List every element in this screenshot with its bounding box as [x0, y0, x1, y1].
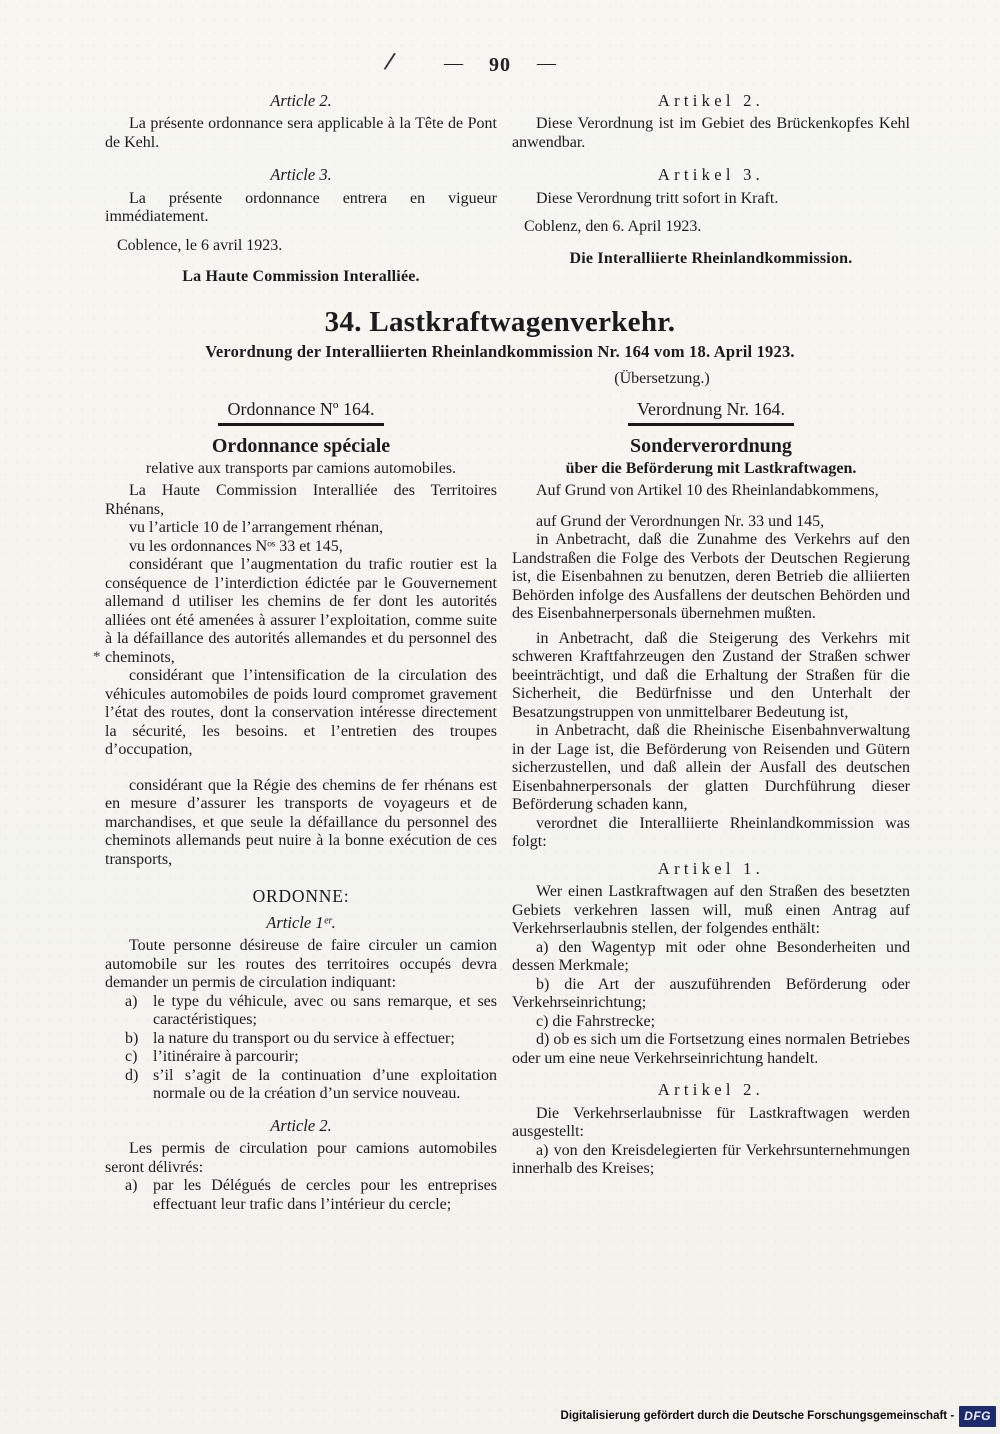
- french-preamble-paragraph: considérant que la Régie des chemins de fer rhénans est en mesure d’assurer les transports de voyageurs et de marchandises, et que seule la défaillance du personnel des cheminots allemands peut nuire à la bonne exécution de ces transports,: [105, 776, 497, 868]
- list-item-marker: a): [125, 1177, 138, 1194]
- list-item-marker: a): [125, 992, 138, 1010]
- french-article-2-heading: Article 2.: [270, 90, 332, 110]
- german-preamble-paragraph: in Anbetracht, daß die Zunahme des Verkehrs auf den Landstraßen die Folge des Verbots der Deutschen Regierung ist, die Eisenbahnen zu benutzen, deren Betrieb die alliierten Behörden infolge des Ausfallens der deutschen Behörden und des Eisenbahnerpersonals übernehmen mußten.: [512, 531, 910, 622]
- ordinance-section-title: 34. Lastkraftwagenverkehr.: [324, 305, 676, 338]
- french-preamble-paragraph: La Haute Commission Interalliée des Territoires Rhénans,: [105, 482, 497, 518]
- ordinance-section-subtitle: Verordnung der Interalliierten Rheinlandkommission Nr. 164 vom 18. April 1923.: [205, 342, 795, 361]
- german-ordinance-title: Sonderverordnung: [630, 434, 792, 457]
- german-article-1-intro: Wer einen Lastkraftwagen auf den Straßen des besetzten Gebiets verkehren lassen will, muß einen Antrag auf Verkehrserlaubnis stellen, der folgendes enthält:: [512, 883, 910, 937]
- french-preamble-paragraph: considérant que l’augmentation du trafic routier est la conséquence de l’interdiction édictée par le Gouvernement allemand d utiliser les chemins de fer dont les autorités alliées ont été amenées à assurer l’exploitation, comme suite à la défaillance des autorités allemandes et du personnel des cheminots,: [105, 556, 497, 666]
- german-list-item-d: d) ob es sich um die Fortsetzung eines normalen Betriebes oder um eine neue Verkehrseinrichtung handelt.: [512, 1031, 910, 1067]
- translation-note: (Übersetzung.): [614, 369, 710, 387]
- digitization-credit-footer: [561, 1406, 996, 1428]
- french-ordonne-heading: ORDONNE:: [252, 886, 350, 906]
- handwritten-pen-mark: /: [382, 45, 398, 77]
- french-dateline: Coblence, le 6 avril 1923.: [117, 236, 283, 254]
- german-preamble-paragraph: auf Grund der Verordnungen Nr. 33 und 145,: [536, 512, 825, 530]
- german-list-item-a2: a) von den Kreisdelegierten für Verkehrsunternehmungen innerhalb des Kreises;: [512, 1141, 910, 1177]
- french-article-1-heading: Article 1ᵉʳ.: [266, 912, 336, 932]
- list-item-text: par les Délégués de cercles pour les entreprises effectuant leur trafic dans l’intérieur du cercle;: [153, 1177, 497, 1213]
- german-article-2-body: Diese Verordnung ist im Gebiet des Brückenkopfes Kehl anwendbar.: [512, 115, 910, 151]
- french-doc-number-text: Ordonnance Nº 164.: [218, 400, 383, 426]
- french-list-item-d: [125, 1067, 497, 1104]
- french-preamble-paragraph: vu l’article 10 de l’arrangement rhénan,: [129, 519, 384, 536]
- german-article-2-heading: Artikel 2.: [657, 90, 765, 110]
- german-doc-number-text: Verordnung Nr. 164.: [628, 400, 794, 426]
- list-item-marker: d): [125, 1066, 139, 1084]
- french-signature: La Haute Commission Interalliée.: [182, 268, 420, 285]
- german-column-top: [512, 92, 910, 269]
- german-article-3-body: Diese Verordnung tritt sofort in Kraft.: [536, 189, 779, 207]
- margin-asterisk-mark: *: [93, 649, 101, 665]
- german-ordinance-subtitle: über die Beförderung mit Lastkraftwagen.: [565, 459, 857, 477]
- page-number-dash-right: —: [537, 53, 556, 74]
- list-item-marker: c): [125, 1048, 138, 1065]
- french-article-2-body: La présente ordonnance sera applicable à la Tête de Pont de Kehl.: [105, 115, 497, 151]
- german-dateline: Coblenz, den 6. April 1923.: [524, 218, 702, 235]
- french-ordinance-title: Ordonnance spéciale: [211, 434, 391, 457]
- dfg-logo: DFG: [959, 1406, 996, 1428]
- french-ordinance-subtitle: relative aux transports par camions automobiles.: [145, 459, 457, 477]
- ordinance-columns: [0, 394, 1000, 1214]
- german-article-2-heading-164: Artikel 2.: [657, 1080, 765, 1099]
- german-article-1-heading: Artikel 1.: [657, 858, 765, 878]
- german-doc-number: [512, 400, 910, 426]
- digitization-credit-text: Digitalisierung gefördert durch die Deutsche Forschungsgemeinschaft -: [560, 1410, 955, 1422]
- german-list-item-b: b) die Art der auszuführenden Beförderung oder Verkehrseinrichtung;: [512, 975, 910, 1011]
- list-item-text: la nature du transport ou du service à effectuer;: [153, 1029, 455, 1047]
- german-list-item-c: c) die Fahrstrecke;: [536, 1012, 656, 1030]
- list-item-text: s’il s’agit de la continuation d’une exploitation normale ou de la création d’un service nouveau.: [153, 1066, 497, 1102]
- french-list-item-b: [125, 1030, 497, 1049]
- list-item-marker: b): [125, 1029, 139, 1047]
- french-preamble-paragraph: considérant que l’intensification de la circulation des véhicules automobiles de poids lourd compromet gravement l’état des routes, dont la conservation intéresse directement la sécurité, les besoins. et l’entretien des troupes d’occupation,: [105, 667, 497, 758]
- french-article-3-body: La présente ordonnance entrera en vigueur immédiatement.: [105, 189, 497, 225]
- french-doc-number: [105, 400, 497, 426]
- german-article-2-intro: Die Verkehrserlaubnisse für Lastkraftwagen werden ausgestellt:: [512, 1104, 910, 1140]
- french-list-item-a2: [125, 1177, 497, 1214]
- french-column: [105, 394, 497, 1214]
- german-preamble-paragraph: in Anbetracht, daß die Steigerung des Verkehrs mit schweren Kraftfahrzeugen den Zustand der Straßen schwer beeinträchtigt, und daß die Erhaltung der Straßen für die Sicherheit, die Bedürfnisse und den Unterhalt der Besatzungstruppen von unmittelbarer Bedeutung ist,: [512, 629, 910, 721]
- french-list-item-a: [125, 993, 497, 1030]
- ordinance-title-block: [0, 305, 1000, 389]
- german-list-item-a: a) den Wagentyp mit oder ohne Besonderheiten und dessen Merkmale;: [512, 938, 910, 974]
- list-item-text: l’itinéraire à parcourir;: [153, 1048, 299, 1065]
- list-item-text: le type du véhicule, avec ou sans remarque, et ses caractéristiques;: [153, 992, 497, 1028]
- french-article-3-heading: Article 3.: [270, 165, 332, 184]
- french-article-2-heading-164: Article 2.: [270, 1115, 332, 1135]
- german-signature: Die Interalliierte Rheinlandkommission.: [569, 249, 853, 267]
- german-preamble-paragraph: in Anbetracht, daß die Rheinische Eisenbahnverwaltung in der Lage ist, die Beförderung von Reisenden und Gütern sicherzustellen, und daß allein der Ausfall des deutschen Eisenbahnerpersonals der glatten Durchführung dieser Beförderung schaden kann,: [512, 722, 910, 813]
- german-preamble-paragraph: verordnet die Interalliierte Rheinlandkommission was folgt:: [512, 814, 910, 850]
- german-article-3-heading: Artikel 3.: [657, 165, 765, 184]
- french-column-top: [105, 92, 497, 287]
- page-number-row: [0, 53, 1000, 76]
- previous-ordinance-columns: [0, 92, 1000, 287]
- french-list-item-c: [125, 1048, 497, 1067]
- page-number-dash-left: —: [444, 53, 463, 74]
- german-preamble-paragraph: Auf Grund von Artikel 10 des Rheinlandabkommens,: [536, 482, 879, 499]
- german-column: [512, 394, 910, 1179]
- page-number: 90: [489, 54, 511, 76]
- french-article-1-intro: Toute personne désireuse de faire circuler un camion automobile sur les routes des territoires occupés devra demander un permis de circulation indiquant:: [105, 937, 497, 991]
- french-article-2-intro: Les permis de circulation pour camions automobiles seront délivrés:: [105, 1140, 497, 1176]
- french-preamble-paragraph: vu les ordonnances Nᵒˢ 33 et 145,: [129, 537, 343, 555]
